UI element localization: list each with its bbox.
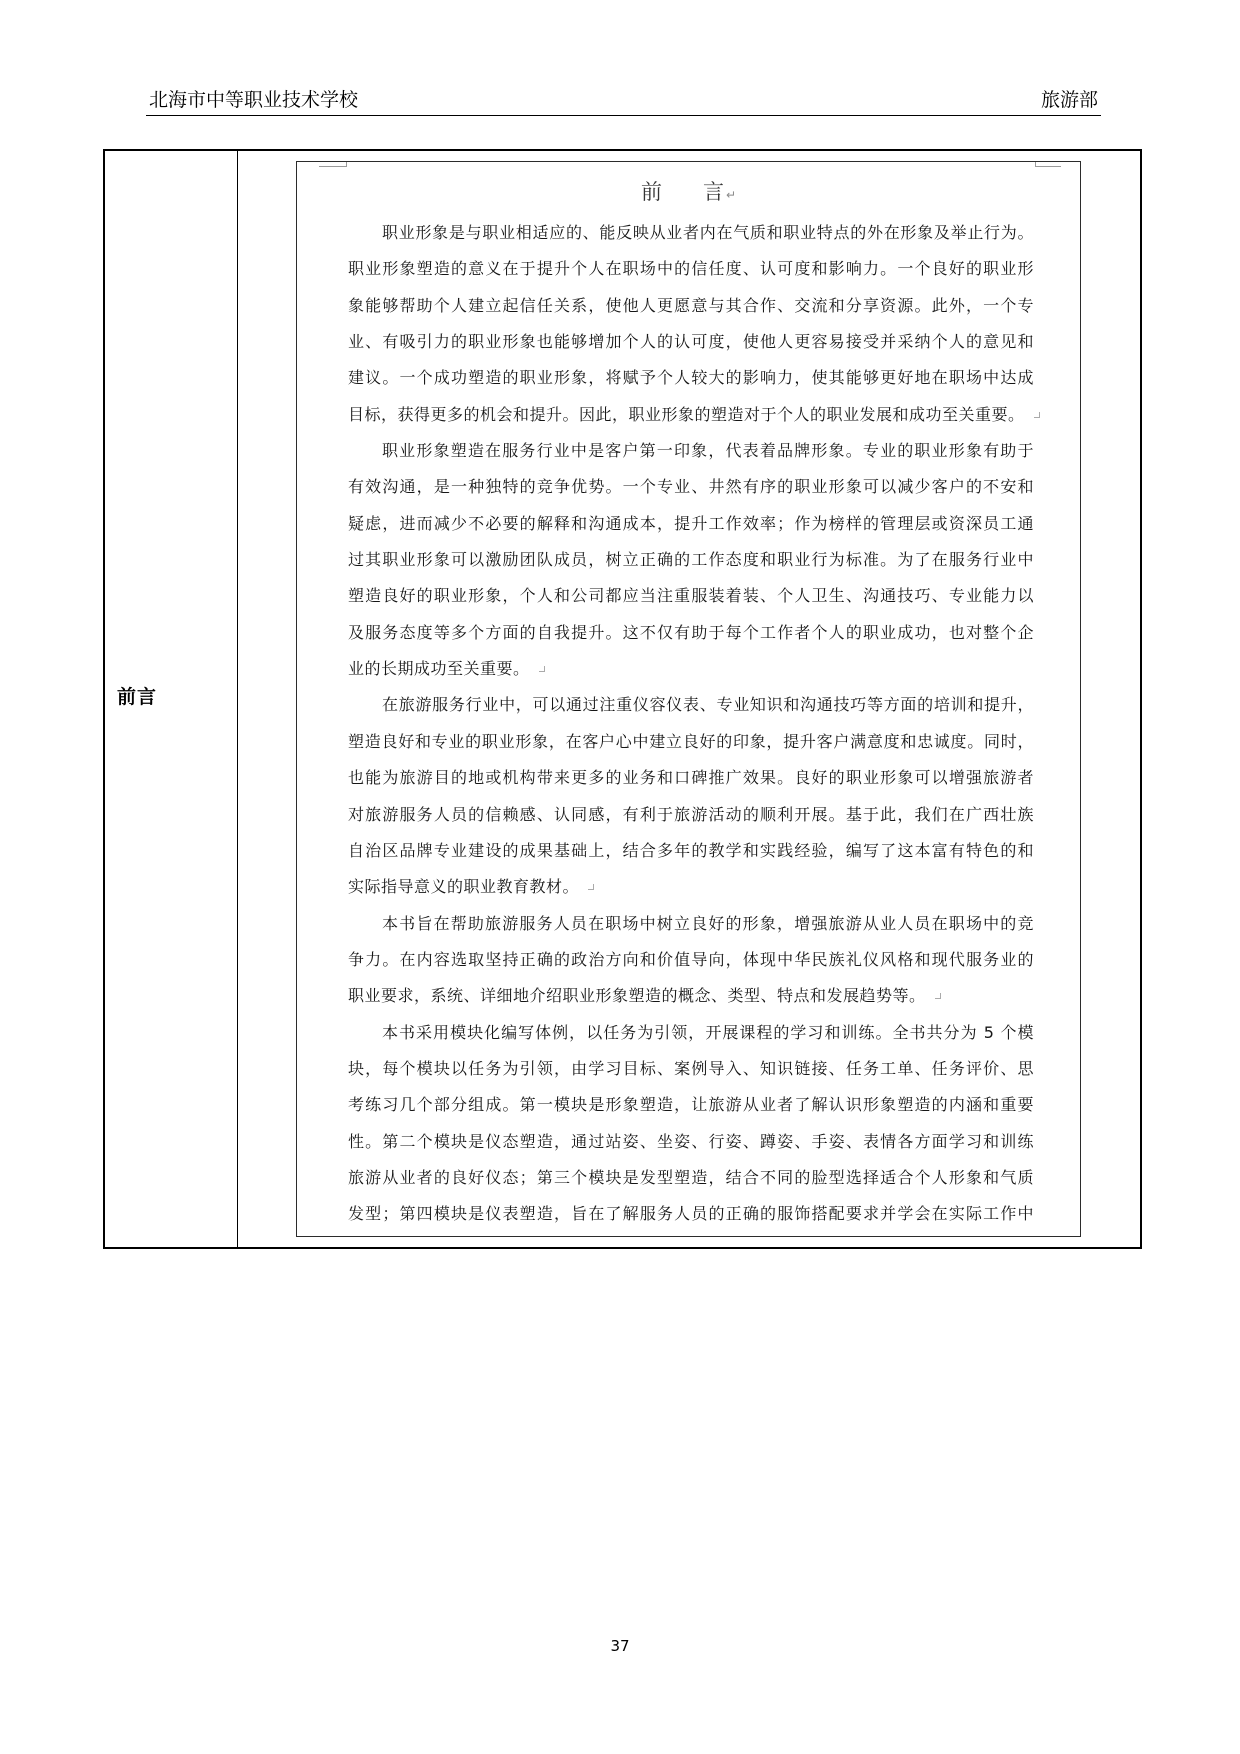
text-line: 及服务态度等多个方面的自我提升。这不仅有助于每个工作者个人的职业成功，也对整个企: [348, 622, 1034, 642]
text-line: 业、有吸引力的职业形象也能够增加个人的认可度，使他人更容易接受并采纳个人的意见和: [348, 332, 1034, 352]
text-line: [348, 397, 1034, 433]
margin-mark-top-right: [1035, 166, 1061, 167]
text-line: 象能够帮助个人建立起信任关系，使他人更愿意与其合作、交流和分享资源。此外，一个专: [348, 295, 1034, 315]
text-line: 也能为旅游目的地或机构带来更多的业务和口碑推广效果。良好的职业形象可以增强旅游者: [348, 768, 1034, 788]
margin-mark-top-left: [319, 166, 347, 167]
preface-title: [297, 178, 1080, 209]
preface-table: [103, 149, 1142, 1249]
department-name: 旅游部: [1040, 90, 1098, 111]
school-name: 北海市中等职业技术学校: [149, 90, 359, 111]
preface-paragraph: [348, 215, 1034, 433]
text-line: 争力。在内容选取坚持正确的政治方向和价值导向，体现中华民族礼仪风格和现代服务业的: [348, 949, 1034, 969]
text-line: [348, 651, 1034, 687]
text-line: 职业形象塑造的意义在于提升个人在职场中的信任度、认可度和影响力。一个良好的职业形: [348, 259, 1034, 279]
preface-page-image: [296, 161, 1081, 1237]
text-line: 对旅游服务人员的信赖感、认同感，有利于旅游活动的顺利开展。基于此，我们在广西壮族: [348, 804, 1034, 824]
text-line: 建议。一个成功塑造的职业形象，将赋予个人较大的影响力，使其能够更好地在职场中达成: [348, 368, 1034, 388]
section-label: 前言: [117, 685, 158, 708]
preface-body: [348, 215, 1034, 1233]
page-number: 37: [610, 1637, 630, 1655]
text-line: 性。第二个模块是仪态塑造，通过站姿、坐姿、行姿、蹲姿、手姿、表情各方面学习和训练: [348, 1131, 1034, 1151]
text-line-content: 职业要求，系统、详细地介绍职业形象塑造的概念、类型、特点和发展趋势等。: [348, 986, 926, 1006]
text-line: 块，每个模块以任务为引领，由学习目标、案例导入、知识链接、任务工单、任务评价、思: [348, 1058, 1034, 1078]
preface-paragraph: [348, 1015, 1034, 1233]
text-line: 在旅游服务行业中，可以通过注重仪容仪表、专业知识和沟通技巧等方面的培训和提升，: [382, 695, 1034, 715]
text-line: 本书旨在帮助旅游服务人员在职场中树立良好的形象，增强旅游从业人员在职场中的竞: [382, 913, 1034, 933]
text-line: 自治区品牌专业建设的成果基础上，结合多年的教学和实践经验，编写了这本富有特色的和: [348, 840, 1034, 860]
text-line: 旅游从业者的良好仪态；第三个模块是发型塑造，结合不同的脸型选择适合个人形象和气质: [348, 1167, 1034, 1187]
text-line: 塑造良好和专业的职业形象，在客户心中建立良好的印象，提升客户满意度和忠诚度。同时，: [348, 731, 1034, 751]
paragraph-mark-icon: [726, 188, 736, 202]
text-line: [348, 978, 1034, 1014]
preface-paragraph: [348, 687, 1034, 905]
text-line: 过其职业形象可以激励团队成员，树立正确的工作态度和职业行为标准。为了在服务行业中: [348, 550, 1034, 570]
text-line: 本书采用模块化编写体例，以任务为引领，开展课程的学习和训练。全书共分为 5 个模: [382, 1022, 1034, 1042]
text-line: 塑造良好的职业形象，个人和公司都应当注重服装着装、个人卫生、沟通技巧、专业能力以: [348, 586, 1034, 606]
section-content-cell: [238, 151, 1140, 1247]
text-line: 职业形象是与职业相适应的、能反映从业者内在气质和职业特点的外在形象及举止行为。: [382, 223, 1034, 242]
text-line: 有效沟通，是一种独特的竞争优势。一个专业、井然有序的职业形象可以减少客户的不安和: [348, 477, 1034, 497]
preface-paragraph: [348, 433, 1034, 687]
text-line: 考练习几个部分组成。第一模块是形象塑造，让旅游从业者了解认识形象塑造的内涵和重要: [348, 1095, 1034, 1115]
text-line-content: 实际指导意义的职业教育教材。: [348, 877, 580, 897]
section-label-cell: [105, 151, 238, 1247]
text-line: [348, 869, 1034, 905]
text-line: 疑虑，进而减少不必要的解释和沟通成本，提升工作效率；作为榜样的管理层或资深员工通: [348, 513, 1034, 533]
text-line: 发型；第四模块是仪表塑造，旨在了解服务人员的正确的服饰搭配要求并学会在实际工作中: [348, 1204, 1034, 1224]
text-line-content: 业的长期成功至关重要。: [348, 659, 530, 679]
preface-paragraph: [348, 906, 1034, 1015]
text-line-content: 目标，获得更多的机会和提升。因此，职业形象的塑造对于个人的职业发展和成功至关重要。: [348, 404, 1025, 424]
header-rule: [146, 115, 1101, 116]
text-line: 职业形象塑造在服务行业中是客户第一印象，代表着品牌形象。专业的职业形象有助于: [382, 441, 1034, 461]
preface-title-text: 前 言: [640, 180, 734, 204]
